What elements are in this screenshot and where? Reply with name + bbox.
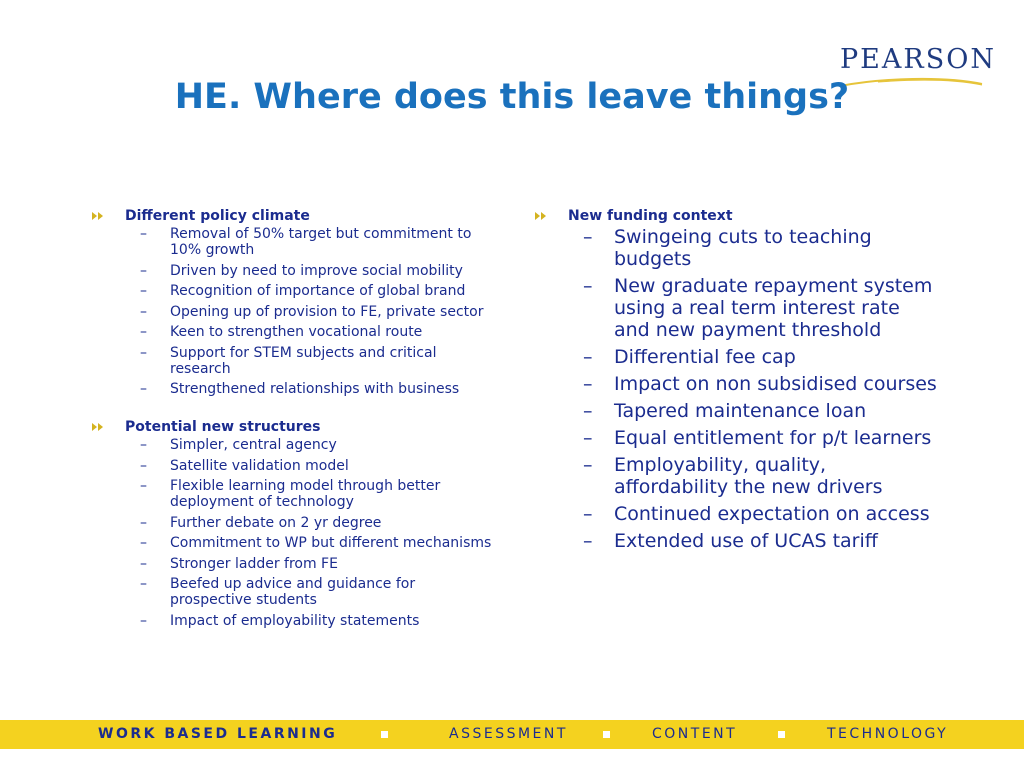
list-item-text: Keen to strengthen vocational route [170, 324, 423, 340]
bullet-list [88, 437, 508, 629]
section-heading-text: Different policy climate [125, 208, 310, 224]
list-item: – Opening up of provision to FE, private sector [140, 303, 484, 320]
left-column [88, 206, 508, 633]
list-item: – Stronger ladder from FE [140, 555, 338, 572]
list-item-text: Impact of employability statements [170, 612, 420, 629]
list-item-text: Swingeing cuts to teaching budgets [614, 226, 872, 270]
list-item: – Differential fee cap [583, 346, 796, 368]
square-separator-icon [381, 731, 388, 738]
section-heading-text: Potential new structures [125, 419, 321, 435]
list-item: – Simpler, central agency [140, 437, 337, 453]
bullet-list [531, 226, 951, 552]
list-item: – Flexible learning model through better deployment of technology [140, 478, 441, 510]
list-item-text: Simpler, central agency [170, 437, 337, 453]
square-separator-icon [603, 731, 610, 738]
footer-band [0, 720, 1024, 749]
list-item: – Further debate on 2 yr degree [140, 514, 382, 531]
list-item-text: Satellite validation model [170, 457, 349, 474]
list-item: – Continued expectation on access [583, 503, 930, 525]
list-item: – Strengthened relationships with business [140, 381, 460, 397]
list-item: – Employability, quality, affordability the new drivers [583, 454, 883, 498]
section-heading [88, 417, 508, 437]
list-item: – Commitment to WP but different mechanisms [140, 535, 492, 551]
bullet-list [88, 226, 508, 397]
list-item: – Impact of employability statements [140, 612, 420, 629]
section-funding-context [531, 206, 951, 552]
list-item: – Recognition of importance of global brand [140, 283, 466, 299]
double-arrow-bullet-icon [91, 422, 105, 432]
footer-item-content: CONTENT [652, 726, 738, 742]
footer-item-work-based-learning: WORK BASED LEARNING [98, 726, 338, 742]
list-item: – Removal of 50% target but commitment to 10% growth [140, 226, 472, 258]
list-item-text: New graduate repayment system using a real term interest rate and new payment threshold [614, 275, 933, 341]
list-item: – Driven by need to improve social mobility [140, 262, 463, 279]
list-item-text: Continued expectation on access [614, 503, 930, 525]
list-item-text: Equal entitlement for p/t learners [614, 427, 932, 449]
list-item-text: Further debate on 2 yr degree [170, 514, 382, 531]
section-new-structures [88, 417, 508, 629]
list-item-text: Extended use of UCAS tariff [614, 530, 878, 552]
list-item-text: Tapered maintenance loan [614, 400, 867, 422]
list-item-text: Strengthened relationships with business [170, 381, 460, 397]
list-item-text: Opening up of provision to FE, private sector [170, 303, 484, 320]
list-item-text: Support for STEM subjects and critical research [170, 344, 437, 377]
section-heading [531, 206, 951, 226]
list-item-text: Recognition of importance of global brand [170, 283, 466, 299]
list-item-text: Impact on non subsidised courses [614, 373, 937, 395]
list-item-text: Commitment to WP but different mechanisms [170, 535, 492, 551]
list-item: – Equal entitlement for p/t learners [583, 427, 932, 449]
list-item: – Support for STEM subjects and critical research [140, 344, 437, 377]
slide-title: HE. Where does this leave things? [174, 77, 850, 117]
footer-item-technology: TECHNOLOGY [827, 726, 949, 742]
section-heading-text: New funding context [568, 208, 733, 224]
list-item: – Swingeing cuts to teaching budgets [583, 226, 872, 270]
list-item-text: Employability, quality, affordability the new drivers [614, 454, 883, 498]
list-item-text: Driven by need to improve social mobility [170, 262, 463, 279]
list-item: – Tapered maintenance loan [583, 400, 867, 422]
double-arrow-bullet-icon [91, 211, 105, 221]
list-item: – Satellite validation model [140, 457, 349, 474]
list-item-text: Removal of 50% target but commitment to 10% growth [170, 226, 472, 258]
list-item-text: Flexible learning model through better deployment of technology [170, 478, 441, 510]
footer-item-assessment: ASSESSMENT [449, 726, 568, 742]
right-column [531, 206, 951, 557]
logo-text: PEARSON [840, 44, 996, 75]
double-arrow-bullet-icon [534, 211, 548, 221]
list-item: – Extended use of UCAS tariff [583, 530, 878, 552]
list-item: – New graduate repayment system using a real term interest rate and new payment threshold [583, 275, 933, 341]
list-item: – Beefed up advice and guidance for prospective students [140, 576, 416, 608]
square-separator-icon [778, 731, 785, 738]
list-item-text: Stronger ladder from FE [170, 555, 338, 572]
list-item-text: Differential fee cap [614, 346, 796, 368]
section-heading [88, 206, 508, 226]
list-item: – Impact on non subsidised courses [583, 373, 937, 395]
section-policy-climate [88, 206, 508, 397]
list-item-text: Beefed up advice and guidance for prospective students [170, 576, 416, 608]
list-item: – Keen to strengthen vocational route [140, 324, 423, 340]
